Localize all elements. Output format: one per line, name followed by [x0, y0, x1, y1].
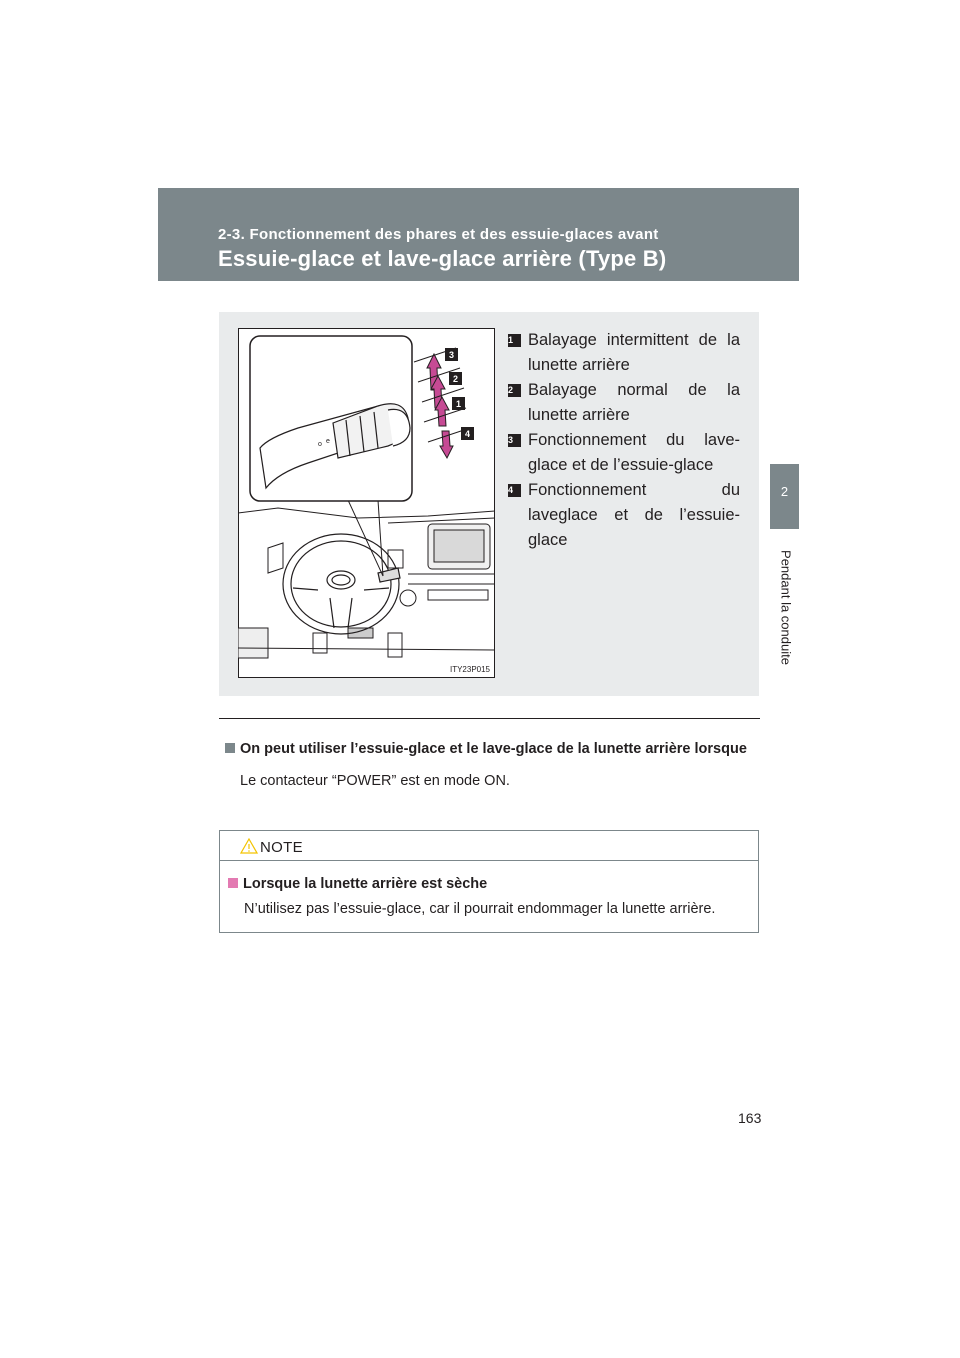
chapter-label-container	[776, 540, 796, 680]
note-heading: Lorsque la lunette arrière est sèche	[228, 876, 487, 892]
legend-text: Fonctionnement du laveglace et de l’essuie-glace	[528, 481, 740, 549]
chapter-number: 2	[780, 484, 789, 499]
info-body: Le contacteur “POWER” est en mode ON.	[240, 773, 510, 789]
warning-triangle-icon	[240, 838, 258, 854]
info-heading: On peut utiliser l’essuie-glace et le lave-glace de la lunette arrière lorsque	[225, 739, 755, 759]
chapter-label: Pendant la conduite	[778, 550, 794, 665]
note-body: N’utilisez pas l’essuie-glace, car il pourrait endommager la lunette arrière.	[244, 901, 716, 917]
svg-text:o: o	[318, 441, 322, 448]
legend-item	[508, 428, 740, 478]
svg-text:e: e	[326, 438, 330, 445]
section-label: 2-3. Fonctionnement des phares et des essuie-glaces avant	[218, 226, 659, 243]
note-header	[220, 831, 758, 861]
section-header	[158, 188, 799, 281]
legend	[508, 328, 740, 553]
note-box	[219, 830, 759, 933]
legend-badge: 2	[508, 384, 521, 397]
svg-text:4: 4	[464, 429, 471, 439]
divider	[219, 718, 760, 719]
legend-text: Balayage intermittent de la lunette arrière	[528, 331, 740, 374]
chapter-tab	[770, 464, 799, 529]
svg-text:2: 2	[452, 374, 459, 384]
page-title: Essuie-glace et lave-glace arrière (Type B)	[218, 246, 667, 271]
svg-text:3: 3	[448, 350, 455, 360]
figure-code: ITY23P015	[449, 665, 490, 674]
legend-item	[508, 328, 740, 378]
svg-text:1: 1	[455, 399, 462, 409]
legend-text: Balayage normal de la lunette arrière	[528, 381, 740, 424]
legend-item	[508, 378, 740, 428]
square-bullet-icon	[228, 878, 238, 888]
legend-text: Fonctionnement du lave-glace et de l’essuie-glace	[528, 431, 740, 474]
page-number: 163	[738, 1110, 762, 1126]
info-section	[225, 739, 755, 791]
legend-badge: 3	[508, 434, 521, 447]
legend-badge: 1	[508, 334, 521, 347]
wiper-lever-illustration	[238, 328, 495, 678]
square-bullet-icon	[225, 743, 235, 753]
note-label: NOTE	[260, 839, 303, 856]
legend-badge: 4	[508, 484, 521, 497]
legend-item	[508, 478, 740, 553]
